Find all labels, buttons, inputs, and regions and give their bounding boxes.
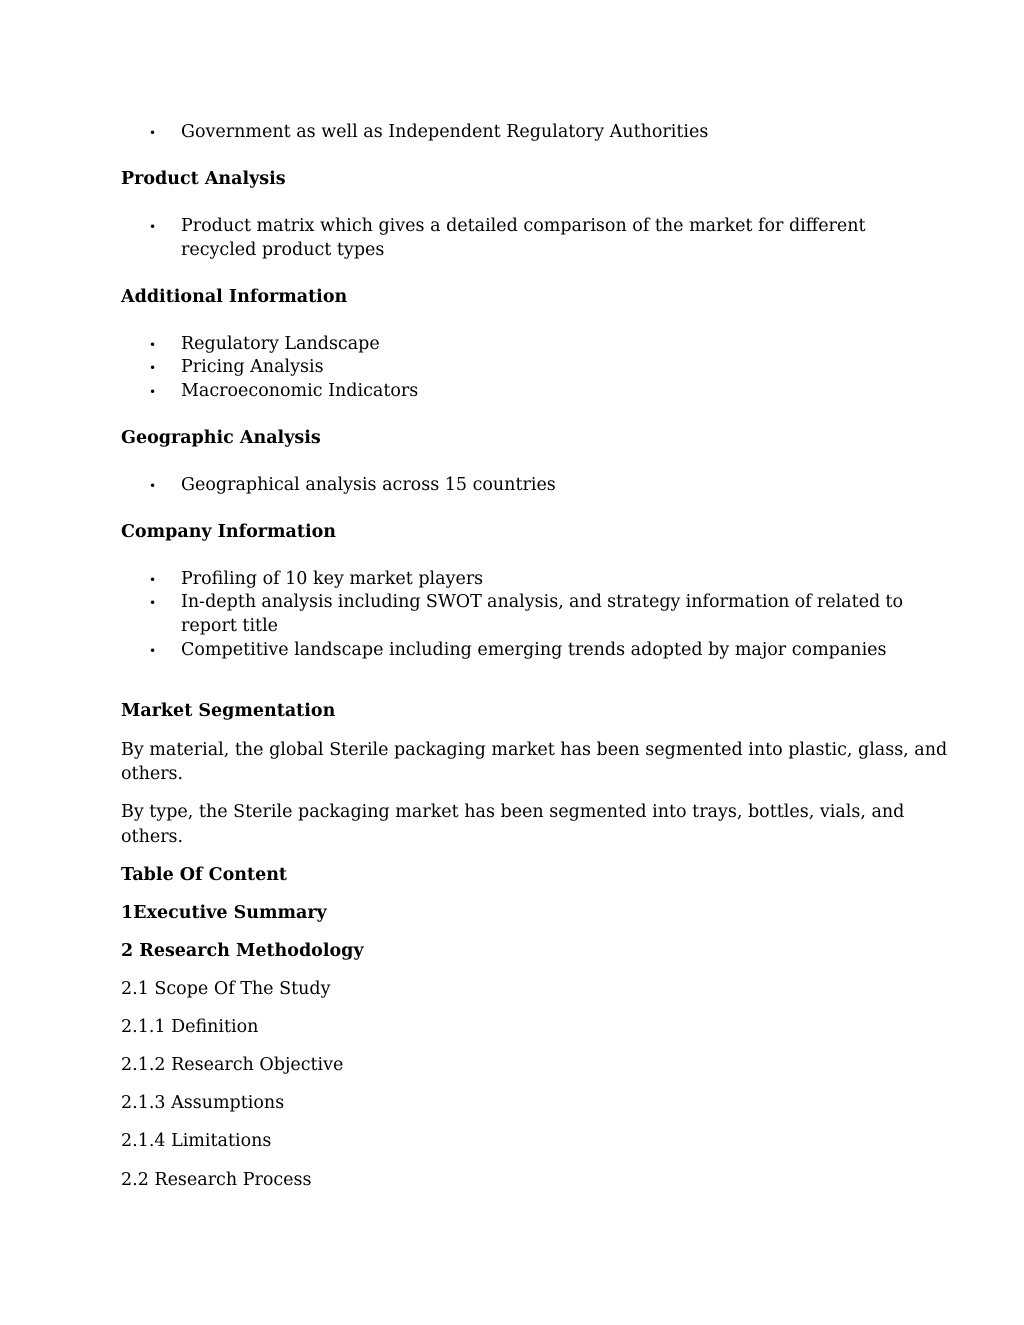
list-item: Geographical analysis across 15 countries — [181, 475, 556, 495]
section-heading-market-segmentation: Market Segmentation — [121, 701, 336, 721]
word: related — [816, 592, 881, 612]
list-item-justified — [181, 591, 903, 615]
list-item-continuation: recycled product types — [181, 240, 385, 260]
bullet-glyph: • — [149, 126, 157, 140]
section-heading-company-information: Company Information — [121, 522, 336, 542]
toc-entry-research-methodology: 2 Research Methodology — [121, 941, 364, 961]
paragraph-line: By type, the Sterile packaging market has been segmented into trays, bottles, vials, and — [121, 802, 905, 822]
list-item: Regulatory Landscape — [181, 334, 380, 354]
word: In-depth — [181, 592, 257, 612]
section-heading-product-analysis: Product Analysis — [121, 169, 286, 189]
toc-entry-executive-summary: 1Executive Summary — [121, 903, 327, 923]
toc-entry: 2.1.4 Limitations — [121, 1131, 272, 1151]
paragraph-line: others. — [121, 764, 184, 784]
toc-entry: 2.1 Scope Of The Study — [121, 979, 331, 999]
list-item: Profiling of 10 key market players — [181, 569, 484, 589]
list-item: Macroeconomic Indicators — [181, 381, 419, 401]
list-item: Government as well as Independent Regulatory Authorities — [181, 122, 709, 142]
toc-entry: 2.1.3 Assumptions — [121, 1093, 285, 1113]
bullet-glyph: • — [149, 385, 157, 399]
toc-entry: 2.1.2 Research Objective — [121, 1055, 344, 1075]
word: SWOT — [425, 592, 482, 612]
bullet-glyph: • — [149, 338, 157, 352]
word: of — [794, 592, 812, 612]
paragraph-line: By material, the global Sterile packaging market has been segmented into plastic, glass, and — [121, 740, 948, 760]
toc-entry: 2.2 Research Process — [121, 1170, 312, 1190]
bullet-glyph: • — [149, 644, 157, 658]
word: including — [337, 592, 421, 612]
list-item-continuation: report title — [181, 616, 279, 636]
word: strategy — [607, 592, 681, 612]
toc-entry: 2.1.1 Definition — [121, 1017, 259, 1037]
word: information — [685, 592, 790, 612]
list-item: Competitive landscape including emerging trends adopted by major companies — [181, 640, 887, 660]
list-item: Product matrix which gives a detailed comparison of the market for different — [181, 216, 866, 236]
bullet-glyph: • — [149, 573, 157, 587]
bullet-glyph: • — [149, 220, 157, 234]
word: analysis — [261, 592, 333, 612]
bullet-glyph: • — [149, 361, 157, 375]
toc-heading: Table Of Content — [121, 865, 288, 885]
bullet-glyph: • — [149, 596, 157, 610]
bullet-glyph: • — [149, 479, 157, 493]
word: analysis, — [487, 592, 564, 612]
section-heading-additional-information: Additional Information — [121, 287, 348, 307]
word: and — [569, 592, 602, 612]
paragraph-line: others. — [121, 827, 184, 847]
list-item: Pricing Analysis — [181, 357, 324, 377]
word: to — [885, 592, 903, 612]
section-heading-geographic-analysis: Geographic Analysis — [121, 428, 321, 448]
